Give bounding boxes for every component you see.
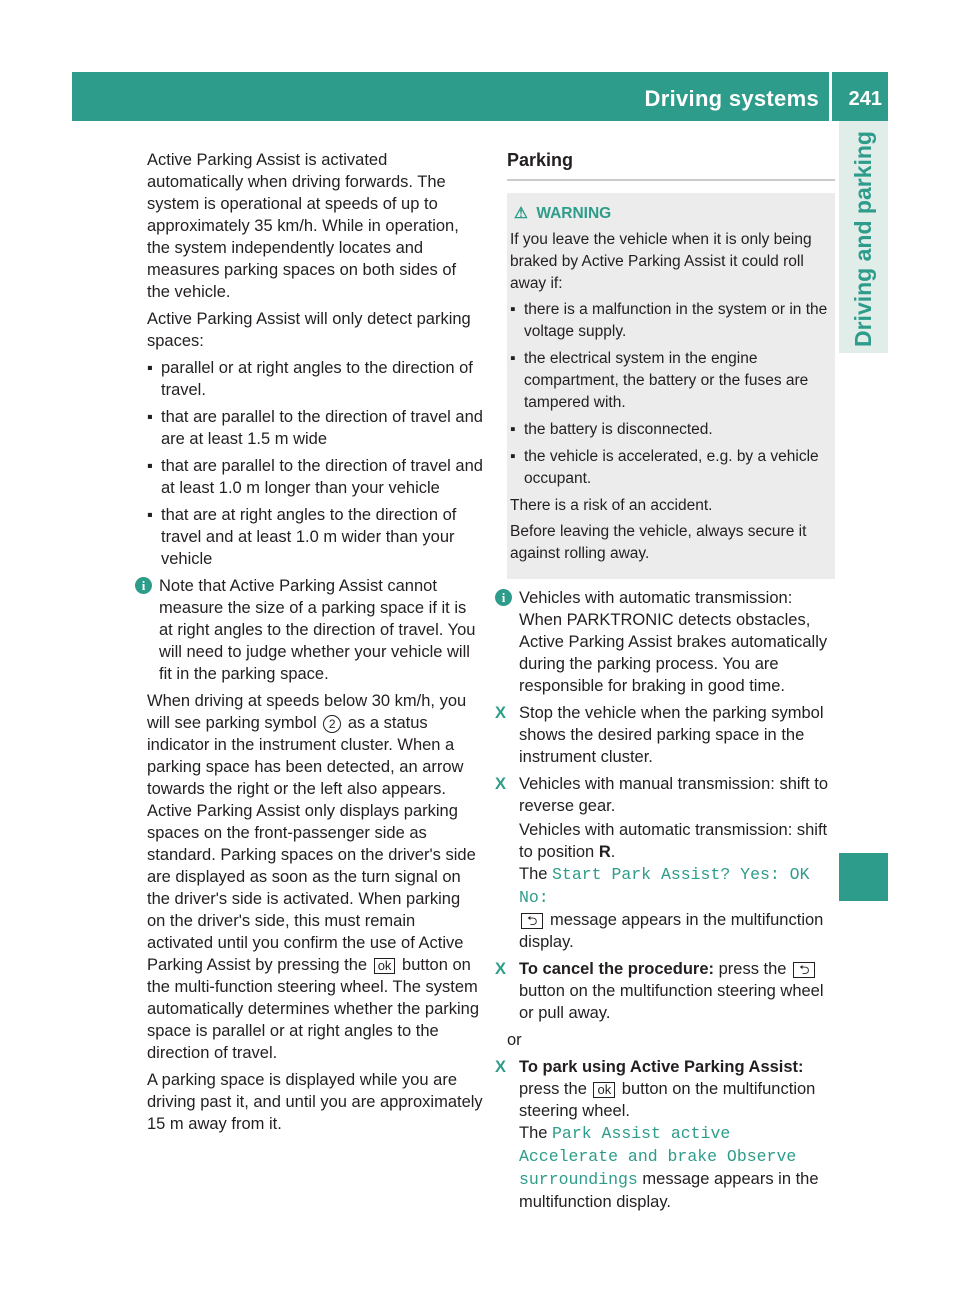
list-item: ▪ that are parallel to the direction of travel and at least 1.0 m longer than your vehicle [147, 457, 483, 497]
or-text: or [507, 1031, 522, 1049]
bullet-icon: ▪ [147, 506, 153, 524]
left-column [141, 149, 483, 1140]
list-item: ▪ that are at right angles to the direction of travel and at least 1.0 m wider than your vehicle [147, 506, 457, 568]
step: X To park using Active Parking Assist: press the ok button on the multifunction steering wheel. The Park Assist active Accelerate and brake Observe surroundings message appears in the multifunction display. [495, 1058, 819, 1211]
step: X Stop the vehicle when the parking symbol shows the desired parking space in the instrument cluster. [495, 704, 824, 766]
warning-intro: If you leave the vehicle when it is only being braked by Active Parking Assist it could roll away if: [510, 231, 812, 292]
speed-paragraph: When driving at speeds below 30 km/h, you will see parking symbol 2 as a status indicator in the instrument cluster. When a parking space has been detected, an arrow towards the right or the left also appears. Active Parking Assist only displays parking spaces on the front-passenger side as standard. Parking spaces on the driver's side are displayed as soon as the turn signal on the driver's side is activated. When parking on the driver's side, this must remain activated until you confirm the use of Active Parking Assist by pressing the ok button on the multi-function steering wheel. The system automatically determines whether the parking space is parallel or at right angles to the direction of travel. [147, 692, 480, 1062]
distance-paragraph: A parking space is displayed while you are driving past it, and until you are approximately 15 m away from it. [147, 1071, 483, 1133]
bullet-icon: ▪ [510, 448, 516, 465]
step-arrow-icon: X [495, 1058, 507, 1076]
step-arrow-icon: X [495, 960, 507, 978]
warning-header: ⚠ WARNING [510, 203, 831, 225]
bullet-icon: ▪ [147, 457, 153, 475]
bullet-icon: ▪ [147, 408, 153, 426]
side-marker [839, 853, 888, 901]
side-tab-label: Driving and parking [850, 131, 876, 347]
right-column [495, 149, 835, 1218]
page-header [72, 72, 888, 121]
back-key-icon: ⮌ [793, 962, 815, 978]
warning-box [507, 193, 835, 579]
chapter-title: Driving systems [644, 86, 819, 111]
intro-paragraph: Active Parking Assist is activated automatically when driving forwards. The system is operational at speeds of up to approximately 35 km/h. While in operation, the system independently locates and measures parking spaces on both sides of the vehicle. [147, 151, 459, 301]
list-item: ▪ parallel or at right angles to the direction of travel. [147, 359, 473, 399]
step-arrow-icon: X [495, 775, 507, 793]
ok-key: ok [593, 1082, 615, 1098]
step-arrow-icon: X [495, 704, 507, 722]
page-number: 241 [848, 88, 882, 110]
list-item: ▪ that are parallel to the direction of travel and are at least 1.5 m wide [147, 408, 483, 448]
section-title: Parking [507, 149, 835, 181]
header-divider [829, 72, 832, 121]
parking-symbol-callout: 2 [323, 715, 341, 733]
display-message: Park Assist active Accelerate and brake Observe surroundings [519, 1124, 797, 1189]
step: X To cancel the procedure: press the ⮌ button on the multifunction steering wheel or pull away. [495, 960, 824, 1022]
list-item: ▪ the battery is disconnected. [510, 419, 831, 441]
list-item: ▪ there is a malfunction in the system or in the voltage supply. [510, 301, 828, 340]
warning-advice: Before leaving the vehicle, always secure it against rolling away. [510, 523, 807, 562]
bullet-icon: ▪ [510, 350, 516, 367]
step: X Vehicles with manual transmission: shift to reverse gear. Vehicles with automatic transmission: shift to position R. The Start Park Assist? Yes: OK No: ⮌ message appears in the multifunction display. [495, 775, 829, 951]
info-icon: i [495, 589, 512, 606]
info-icon: i [135, 577, 152, 594]
note: i Note that Active Parking Assist cannot measure the size of a parking space if it is at right angles to the direction of travel. You will need to judge whether your vehicle will fit in the parking space. [147, 575, 483, 685]
list-item: ▪ the electrical system in the engine compartment, the battery or the fuses are tampered with. [510, 350, 809, 411]
ok-key: ok [374, 958, 396, 974]
list-item: ▪ the vehicle is accelerated, e.g. by a vehicle occupant. [510, 448, 819, 487]
note: i Vehicles with automatic transmission: When PARKTRONIC detects obstacles, Active Parking Assist brakes automatically during the parking process. You are responsible for braking in good time. [507, 587, 835, 697]
warning-risk: There is a risk of an accident. [510, 497, 713, 514]
back-key-icon: ⮌ [521, 913, 543, 929]
warning-icon: ⚠ [514, 205, 528, 222]
bullet-icon: ▪ [147, 359, 153, 377]
bullet-icon: ▪ [510, 301, 516, 318]
detect-paragraph: Active Parking Assist will only detect parking spaces: [147, 310, 471, 350]
display-message: Start Park Assist? Yes: OK No: [519, 865, 810, 907]
bullet-icon: ▪ [510, 421, 516, 438]
